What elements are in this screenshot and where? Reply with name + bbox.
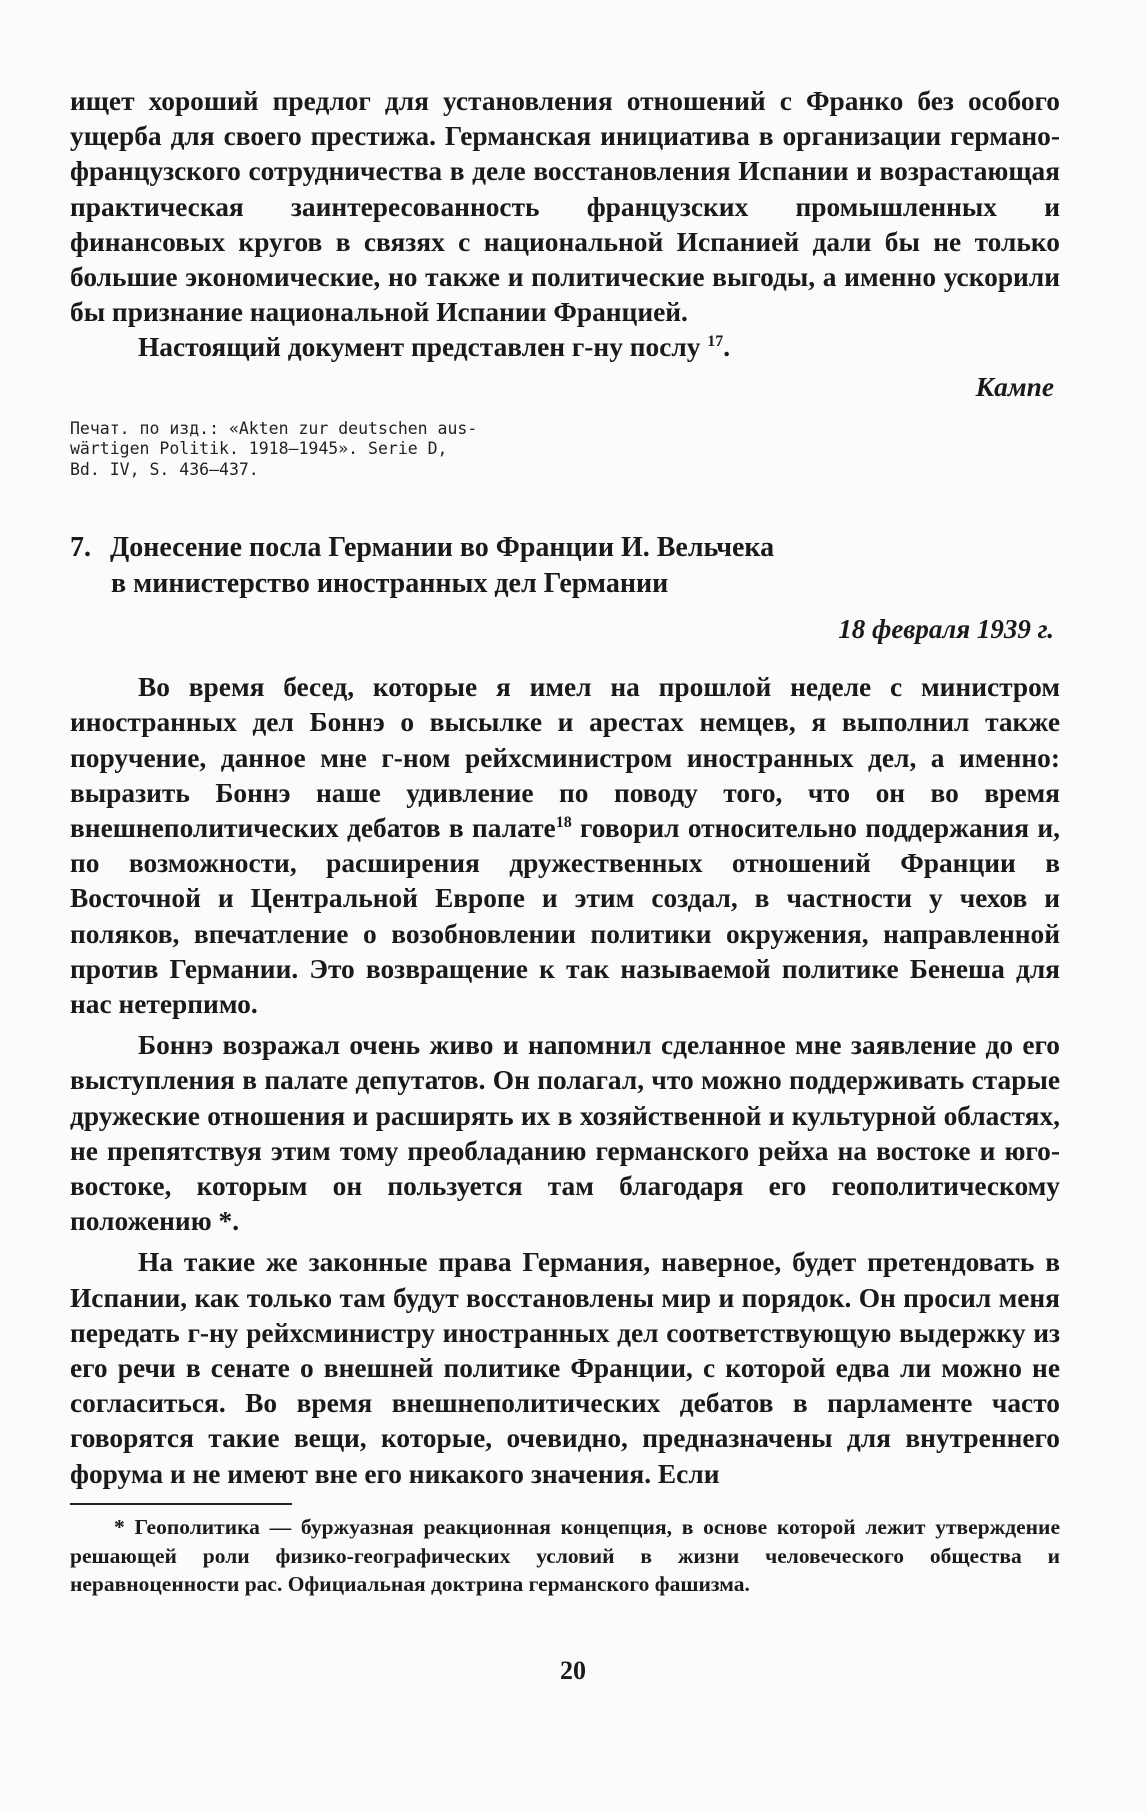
document-date: 18 февраля 1939 г.	[838, 614, 1054, 645]
body-paragraph-1	[70, 670, 1060, 1022]
document-number: 7.	[70, 532, 91, 564]
source-line-2: wärtigen Politik. 1918—1945». Serie D,	[70, 439, 448, 459]
footnote-ref-18: 18	[555, 813, 572, 831]
source-line-3: Bd. IV, S. 436—437.	[70, 459, 259, 479]
page-number: 20	[560, 1656, 586, 1685]
page-content	[70, 84, 1060, 1492]
document-title-line-1: Донесение посла Германии во Франции И. Вельчека	[110, 532, 775, 564]
signature: Кампе	[975, 371, 1054, 402]
intro-paragraph: ищет хороший предлог для установления отношений с Франко без особого ущерба для своего престижа. Германская инициатива в организации германо-французского сотрудничества в деле восстановления Испании и возрастающая практическая заинтересованность французских промышленных и финансовых кругов в связях с национальной Испанией дали бы не только большие экономические, но также и политические выгоды, а именно ускорили бы признание национальной Испании Францией.	[70, 86, 1060, 328]
presented-line	[70, 330, 1060, 365]
footnote-text: * Геополитика — буржуазная реакционная концепция, в основе которой лежит утверждение решающей роли физико-географических условий в жизни человеческого общества и неравноценности рас. Официальная доктрина германского фашизма.	[70, 1515, 1060, 1597]
presented-end: .	[723, 332, 731, 363]
document-title-line-2: в министерство иностранных дел Германии	[111, 568, 669, 600]
source-citation	[70, 419, 570, 481]
presented-text: Настоящий документ представлен г-ну послу	[138, 332, 708, 363]
intro-section	[70, 84, 1060, 405]
source-line-1: Печат. по изд.: «Akten zur deutschen aus-	[70, 418, 478, 438]
body-paragraph-3: На такие же законные права Германия, наверное, будет претендовать в Испании, как только там будут восстановлены мир и порядок. Он просил меня передать г-ну рейхсминистру иностранных дел соответствующую выдержку из его речи в сенате о внешней политике Франции, с которой едва ли можно не согласиться. Во время внешнеполитических дебатов в парламенте часто говорятся такие вещи, которые, очевидно, предназначены для внутреннего форума и не имеют вне его никакого значения. Если	[70, 1247, 1060, 1489]
body-paragraph-2: Боннэ возражал очень живо и напомнил сделанное мне заявление до его выступления в палате депутатов. Он полагал, что можно поддерживать старые дружеские отношения и расширять их в хозяйственной и культурной областях, не препятствуя этим тому преобладанию германского рейха на востоке и юго-востоке, которым он пользуется там благодаря его геополитическому положению *.	[70, 1030, 1060, 1237]
body-paragraph-1-part-1: Во время бесед, которые я имел на прошлой неделе с министром иностранных дел Боннэ о высылке и арестах немцев, я выполнил также поручение, данное мне г-ном рейхсминистром иностранных дел, а именно: выразить Боннэ наше удивление по поводу того, что он во время внешнеполитических дебатов в палате	[70, 672, 1060, 843]
document-body	[70, 670, 1060, 1492]
body-paragraph-1-part-2: говорил относительно поддержания и, по возможности, расширения дружественных отношений Франции в Восточной и Центральной Европе и этим создал, в частности у чехов и поляков, впечатление о возобновлении политики окружения, направленной против Германии. Это возвращение к так называемой политике Бенеша для нас нетерпимо.	[70, 812, 1060, 1019]
footnote-divider	[70, 1503, 292, 1505]
document-heading	[70, 530, 1060, 602]
footnote-ref-17: 17	[707, 333, 724, 351]
